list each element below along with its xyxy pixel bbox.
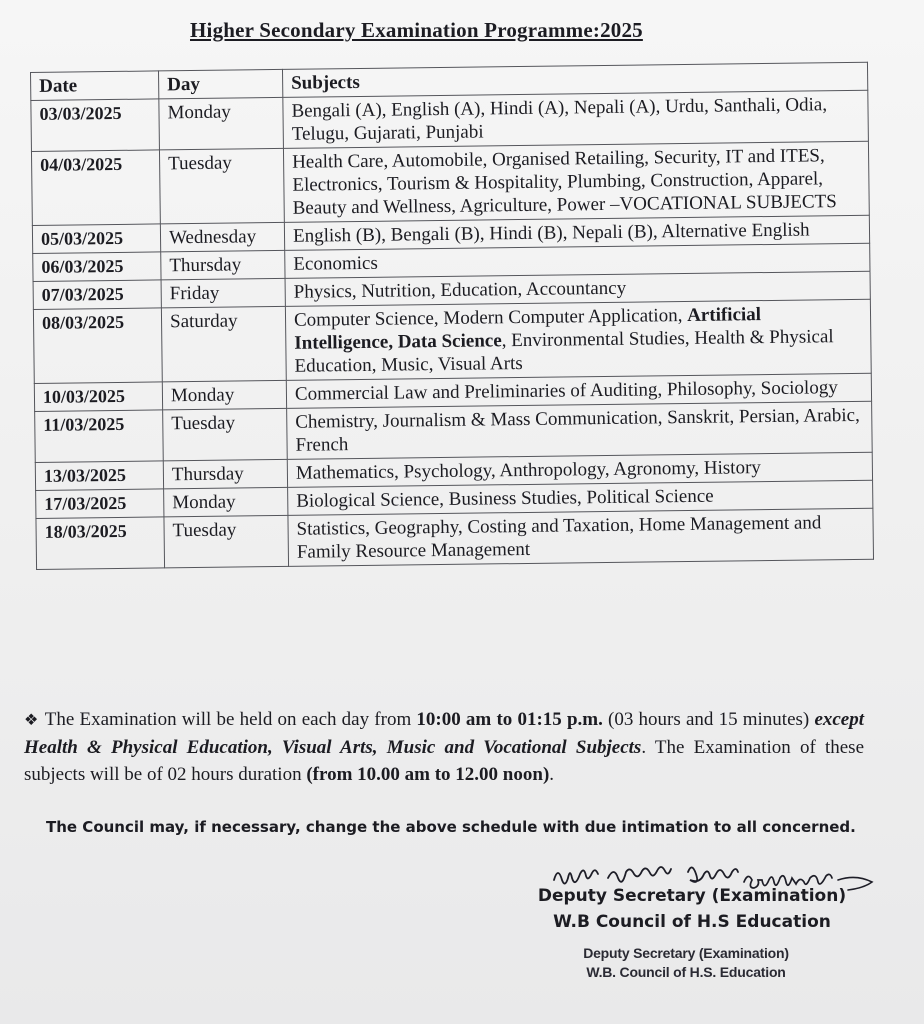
row-subjects: Mathematics, Psychology, Anthropology, Agronomy, History — [287, 452, 872, 487]
row-date: 10/03/2025 — [34, 382, 162, 412]
row-date: 07/03/2025 — [33, 280, 161, 310]
note-exception-subjects-end: Subjects — [575, 737, 642, 758]
row-date: 06/03/2025 — [33, 252, 161, 282]
note-text: . — [549, 764, 555, 785]
row-subjects: English (B), Bengali (B), Hindi (B), Nepali (B), Alternative English — [284, 215, 869, 250]
stamp-designation: Deputy Secretary (Examination) — [583, 945, 789, 961]
subjects-text: , Environmental Studies, Health & Physical Education, Music, Visual Arts — [294, 326, 834, 377]
row-subjects: Commercial Law and Preliminaries of Auditing, Philosophy, Sociology — [286, 373, 871, 408]
table-row — [36, 508, 874, 569]
diamond-bullet-icon: ❖ — [24, 712, 39, 729]
column-header-date: Date — [31, 71, 159, 101]
note-short-duration: (from 10.00 am to 12.00 noon) — [306, 764, 550, 785]
row-date: 05/03/2025 — [32, 224, 160, 254]
note-text: . The Examination of these subjects will be of 02 hours duration — [24, 737, 865, 785]
row-subjects: Bengali (A), English (A), Hindi (A), Nepali (A), Urdu, Santhali, Odia, Telugu, Gujarati, Punjabi — [283, 90, 869, 148]
row-day: Monday — [164, 487, 288, 517]
exam-timing-note — [24, 706, 864, 788]
official-stamp — [566, 944, 806, 982]
row-date: 18/03/2025 — [36, 517, 165, 570]
row-day: Tuesday — [163, 408, 288, 461]
note-text: (03 hours and 15 minutes) — [602, 709, 815, 730]
subjects-text: Computer Science, Modern Computer Application, — [293, 304, 688, 331]
note-exception-subjects: except Health & Physical Education, Visual Arts, Music and Vocational — [24, 709, 865, 758]
row-date: 08/03/2025 — [33, 308, 162, 384]
row-subjects: Chemistry, Journalism & Mass Communication, Sanskrit, Persian, Arabic, French — [287, 401, 873, 459]
note-text: The Examination will be held on each day from — [44, 709, 417, 730]
table-row — [33, 299, 871, 383]
row-day: Thursday — [161, 250, 285, 280]
row-day: Thursday — [163, 459, 287, 489]
row-date: 17/03/2025 — [36, 489, 164, 519]
row-date: 04/03/2025 — [31, 150, 160, 226]
signatory-designation: Deputy Secretary (Examination) — [537, 886, 847, 906]
row-subjects: Health Care, Automobile, Organised Retailing, Security, IT and ITES, Electronics, Tourism & Hospitality, Plumbing, Construction, Apparel, Beauty and Wellness, Agriculture, Power –VOCATIONAL SUBJECTS — [283, 141, 869, 222]
row-day: Wednesday — [160, 222, 284, 252]
row-subjects — [285, 299, 871, 380]
stamp-organisation: W.B. Council of H.S. Education — [586, 964, 786, 980]
signatory-block — [537, 883, 847, 935]
note-exam-time: 10:00 am to 01:15 p.m. — [416, 709, 603, 730]
row-subjects: Physics, Nutrition, Education, Accountancy — [285, 271, 870, 306]
row-date: 11/03/2025 — [35, 410, 164, 463]
subjects-highlight: Artificial Intelligence, Data Science — [294, 304, 762, 354]
row-date: 03/03/2025 — [31, 99, 160, 152]
row-day: Monday — [159, 97, 284, 150]
row-day: Monday — [162, 380, 286, 410]
column-header-subjects: Subjects — [282, 62, 867, 97]
page-title: Higher Secondary Examination Programme:2025 — [190, 18, 643, 42]
row-day: Tuesday — [164, 515, 289, 568]
exam-schedule-table — [30, 62, 874, 570]
row-subjects: Statistics, Geography, Costing and Taxation, Home Management and Family Resource Management — [288, 508, 874, 566]
row-subjects: Biological Science, Business Studies, Political Science — [288, 480, 873, 515]
row-subjects: Economics — [285, 243, 870, 278]
council-disclaimer: The Council may, if necessary, change the above schedule with due intimation to all concerned. — [46, 818, 856, 836]
signatory-organisation: W.B Council of H.S Education — [553, 912, 831, 932]
column-header-day: Day — [158, 69, 282, 99]
row-day: Saturday — [161, 306, 286, 382]
row-date: 13/03/2025 — [35, 461, 163, 491]
row-day: Friday — [161, 278, 285, 308]
table-row — [31, 141, 869, 225]
row-day: Tuesday — [159, 148, 284, 224]
